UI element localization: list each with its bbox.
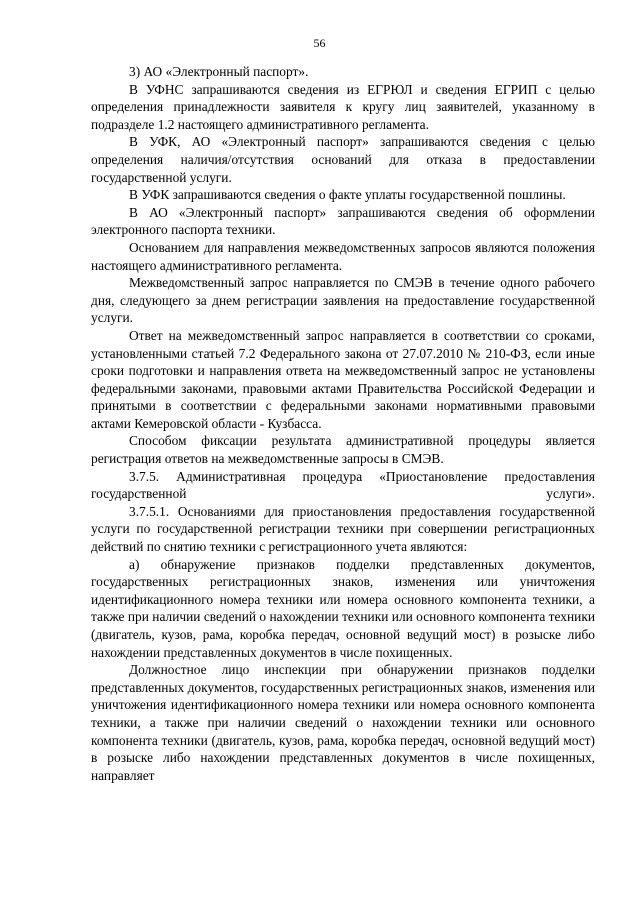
paragraph-request-basis: Основанием для направления межведомственных запросов являются положения настоящего административного регламента. (91, 239, 595, 273)
paragraph-ufk-fee: В УФК запрашиваются сведения о факте уплаты государственной пошлины. (129, 187, 566, 203)
paragraph-ufk-request: В УФК, АО «Электронный паспорт» запрашиваются сведения с целью определения наличия/отсутствия оснований для отказа в предоставлении государственной услуги. (91, 134, 595, 185)
paragraph-fixation-method: Способом фиксации результата административной процедуры является регистрация ответов на межведомственные запросы в СМЭВ. (91, 433, 595, 467)
paragraph-official-action: Должностное лицо инспекции при обнаружении признаков подделки представленных документов, государственных регистрационных знаков, изменения или уничтожения идентификационного номера техники или номера основного компонента техники, а также при наличии сведений о нахождении техники или основного компонента техники (двигатель, кузов, рама, коробка передач, основной ведущий мост) в розыске либо нахождении представленных документов в числе похищенных, направляет (91, 662, 595, 783)
section-heading-3-7-5: 3.7.5. Административная процедура «Приостановление предоставления государственной услуги». (91, 468, 595, 502)
page-number: 56 (313, 36, 326, 50)
paragraph-forgery-detection: а) обнаружение признаков подделки представленных документов, государственных регистрационных знаков, изменения или уничтожения идентификационного номера техники или номера основного компонента техники, а также при наличии сведений о нахождении техники или основного компонента техники (двигатель, кузов, рама, коробка передач, основной ведущий мост) в розыске либо нахождении представленных документов в числе похищенных. (91, 556, 595, 660)
paragraph-ufns-request: В УФНС запрашиваются сведения из ЕГРЮЛ и сведения ЕГРИП с целью определения принадлежности заявителя к кругу лиц заявителей, указанному в подразделе 1.2 настоящего административного регламента. (91, 81, 595, 132)
paragraph-electronic-passport-item: 3) АО «Электронный паспорт». (129, 64, 309, 79)
paragraph-suspension-grounds: 3.7.5.1. Основаниями для приостановления предоставления государственной услуги по государственной регистрации техники при совершении регистрационных действий по снятию техники с регистрационного учета являются: (91, 503, 595, 555)
paragraph-smev-deadline: Межведомственный запрос направляется по СМЭВ в течение одного рабочего дня, следующего за днем регистрации заявления на предоставление государственной услуги. (91, 275, 595, 326)
paragraph-electronic-passport-request: В АО «Электронный паспорт» запрашиваются сведения об оформлении электронного паспорта техники. (91, 204, 595, 238)
paragraph-response-terms: Ответ на межведомственный запрос направляется в соответствии со сроками, установленными статьей 7.2 Федерального закона от 27.07.2010 № 210-ФЗ, если иные сроки подготовки и направления ответа на межведомственный запрос не установлены федеральными законами, правовыми актами Правительства Российской Федерации и принятыми в соответствии с федеральными законами нормативными правовыми актами Кемеровской области - Кузбасса. (91, 327, 595, 431)
document-body (91, 63, 595, 784)
